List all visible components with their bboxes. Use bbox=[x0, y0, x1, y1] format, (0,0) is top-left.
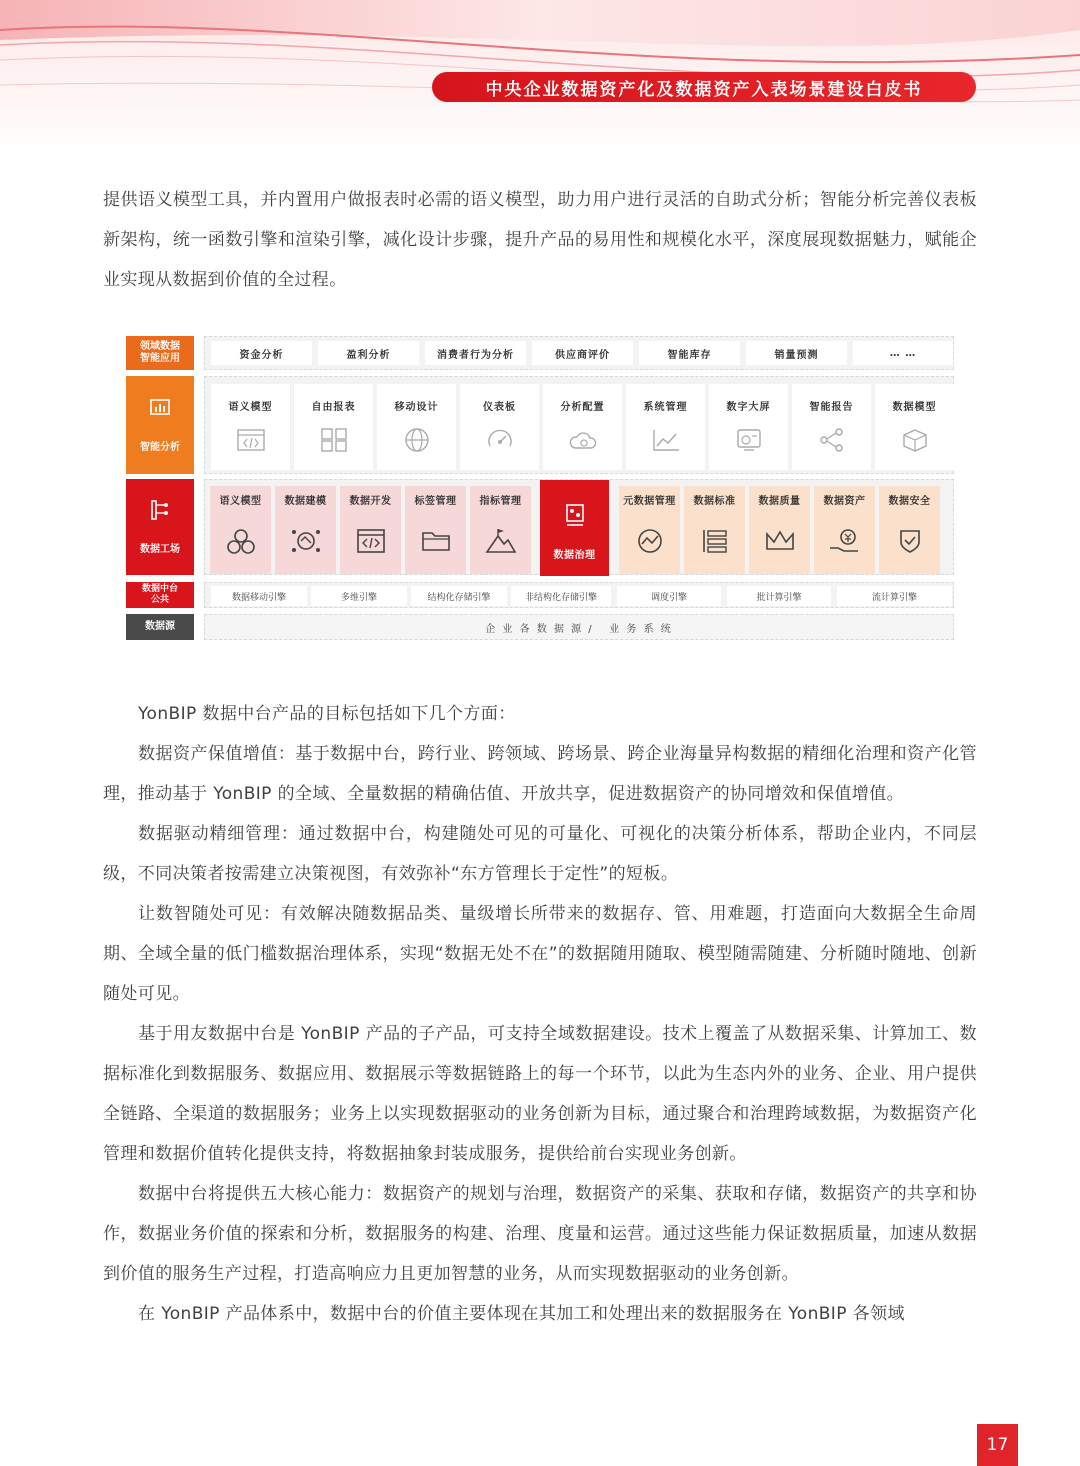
circles-icon bbox=[224, 528, 258, 554]
gauge-icon bbox=[485, 428, 515, 452]
engine-item: 多维引擎 bbox=[311, 586, 407, 606]
domain-app-item: 销量预测 bbox=[746, 341, 847, 365]
folder-icon bbox=[419, 528, 453, 554]
tool-digital-screen: 数字大屏 bbox=[709, 384, 788, 470]
row-platform-common bbox=[204, 582, 954, 608]
engine-item: 批计算引擎 bbox=[727, 586, 831, 606]
factory-item: 数据标准 bbox=[684, 486, 745, 574]
tool-free-report: 自由报表 bbox=[294, 384, 373, 470]
architecture-diagram bbox=[126, 336, 954, 644]
domain-app-item: 消费者行为分析 bbox=[425, 341, 526, 365]
row-domain-apps bbox=[204, 336, 954, 370]
governance-icon bbox=[558, 502, 592, 528]
row-label-text: 智能分析 bbox=[140, 442, 180, 453]
tool-semantic-model: 语义模型 bbox=[211, 384, 290, 470]
cube-icon bbox=[900, 428, 930, 452]
money-hand-icon bbox=[828, 528, 862, 554]
body-paragraph: YonBIP 数据中台产品的目标包括如下几个方面： bbox=[138, 704, 516, 724]
body-paragraph: 数据资产保值增值：基于数据中台，跨行业、跨领域、跨场景、跨企业海量异构数据的精细化治理和资产化管理，推动基于 YonBIP 的全域、全量数据的精确估值、开放共享，促进数据资产的协同增效和保值增值。 bbox=[103, 744, 977, 804]
row-data-source: 企 业 各 数 据 源 / 业 务 系 统 bbox=[204, 614, 954, 640]
code-icon bbox=[354, 528, 388, 554]
row-label-text: 数据工场 bbox=[140, 544, 180, 555]
engine-item: 结构化存储引擎 bbox=[411, 586, 507, 606]
row-label-domain-apps: 领域数据 智能应用 bbox=[126, 336, 194, 370]
tool-data-model: 数据模型 bbox=[875, 384, 954, 470]
body-paragraph: 让数智随处可见：有效解决随数据品类、量级增长所带来的数据存、管、用难题，打造面向大数据全生命周期、全域全量的低门槛数据治理体系，实现“数据无处不在”的数据随用随取、模型随需随建、分析随时随地、创新随处可见。 bbox=[103, 904, 977, 1004]
body-text bbox=[103, 694, 977, 1334]
factory-item: 数据资产 bbox=[814, 486, 875, 574]
factory-item: 数据质量 bbox=[749, 486, 810, 574]
factory-item: 语义模型 bbox=[210, 486, 271, 574]
big-screen-icon bbox=[734, 428, 764, 452]
trend-circle-icon bbox=[633, 528, 667, 554]
row-label-smart-analysis bbox=[126, 376, 194, 474]
body-paragraph: 数据驱动精细管理：通过数据中台，构建随处可见的可量化、可视化的决策分析体系，帮助企业内，不同层级，不同决策者按需建立决策视图，有效弥补“东方管理长于定性”的短板。 bbox=[103, 824, 977, 884]
line-chart-icon bbox=[651, 428, 681, 452]
domain-app-item: 盈利分析 bbox=[318, 341, 419, 365]
domain-app-item: 智能库存 bbox=[639, 341, 740, 365]
cloud-gear-icon bbox=[568, 428, 598, 452]
domain-app-item: … … bbox=[853, 341, 953, 365]
factory-item: 指标管理 bbox=[470, 486, 531, 574]
intro-text: 提供语义模型工具，并内置用户做报表时必需的语义模型，助力用户进行灵活的自助式分析；智能分析完善仪表板新架构，统一函数引擎和渲染引擎，减化设计步骤，提升产品的易用性和规模化水平，深度展现数据魅力，赋能企业实现从数据到价值的全过程。 bbox=[103, 190, 977, 290]
row-label-platform-common: 数据中台 公共 bbox=[126, 582, 194, 608]
tool-analysis-config: 分析配置 bbox=[543, 384, 622, 470]
engine-item: 流计算引擎 bbox=[837, 586, 952, 606]
engine-item: 调度引擎 bbox=[617, 586, 721, 606]
factory-item: 数据安全 bbox=[879, 486, 940, 574]
row-label-data-factory bbox=[126, 479, 194, 575]
intro-paragraph bbox=[103, 180, 977, 300]
domain-app-item: 资金分析 bbox=[211, 341, 312, 365]
engine-item: 数据移动引擎 bbox=[211, 586, 307, 606]
factory-item: 元数据管理 bbox=[619, 486, 680, 574]
grid-icon bbox=[319, 428, 349, 452]
crown-icon bbox=[763, 528, 797, 554]
tool-dashboard: 仪表板 bbox=[460, 384, 539, 470]
factory-item: 数据开发 bbox=[340, 486, 401, 574]
globe-icon bbox=[402, 428, 432, 452]
row-smart-analysis bbox=[204, 376, 954, 474]
page-number: 17 bbox=[977, 1424, 1018, 1466]
share-icon bbox=[817, 428, 847, 452]
factory-item: 标签管理 bbox=[405, 486, 466, 574]
tool-system-management: 系统管理 bbox=[626, 384, 705, 470]
factory-item: 数据建模 bbox=[275, 486, 336, 574]
list-icon bbox=[698, 528, 732, 554]
document-title-banner: 中央企业数据资产化及数据资产入表场景建设白皮书 bbox=[432, 72, 976, 102]
engine-item: 非结构化存储引擎 bbox=[511, 586, 611, 606]
flow-icon bbox=[148, 498, 172, 522]
chart-icon bbox=[148, 396, 172, 420]
body-paragraph: 数据中台将提供五大核心能力：数据资产的规划与治理，数据资产的采集、获取和存储，数据资产的共享和协作，数据业务价值的探索和分析，数据服务的构建、治理、度量和运营。通过这些能力保证数据质量，加速从数据到价值的服务生产过程，打造高响应力且更加智慧的业务，从而实现数据驱动的业务创新。 bbox=[103, 1184, 977, 1284]
row-label-data-source: 数据源 bbox=[126, 614, 194, 640]
mountain-flag-icon bbox=[484, 528, 518, 554]
network-icon bbox=[289, 528, 323, 554]
tool-mobile-design: 移动设计 bbox=[377, 384, 456, 470]
shield-icon bbox=[893, 528, 927, 554]
domain-app-item: 供应商评价 bbox=[532, 341, 633, 365]
code-window-icon bbox=[236, 428, 266, 452]
body-paragraph: 基于用友数据中台是 YonBIP 产品的子产品，可支持全域数据建设。技术上覆盖了从数据采集、计算加工、数据标准化到数据服务、数据应用、数据展示等数据链路上的每一个环节，以此为生态内外的业务、企业、用户提供全链路、全渠道的数据服务；业务上以实现数据驱动的业务创新为目标，通过聚合和治理跨域数据，为数据资产化管理和数据价值转化提供支持，将数据抽象封装成服务，提供给前台实现业务创新。 bbox=[103, 1024, 977, 1164]
body-paragraph: 在 YonBIP 产品体系中，数据中台的价值主要体现在其加工和处理出来的数据服务在 YonBIP 各领域 bbox=[138, 1304, 905, 1324]
tool-smart-report: 智能报告 bbox=[792, 384, 871, 470]
row-data-factory bbox=[204, 479, 954, 575]
data-governance-center: 数据治理 bbox=[540, 480, 609, 576]
